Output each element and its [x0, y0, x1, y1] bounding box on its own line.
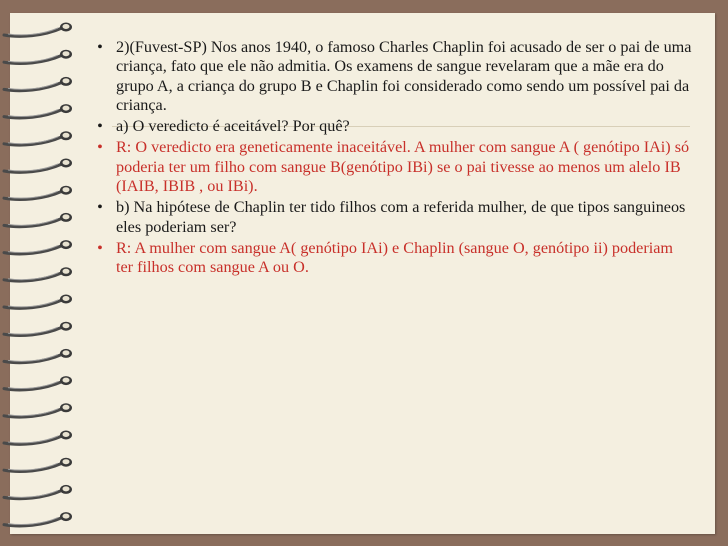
binding-ring [4, 159, 72, 173]
bullet-icon: • [97, 198, 103, 217]
question-part-a-text: a) O veredicto é aceitável? Por quê? [116, 117, 350, 136]
question-intro-text: 2)(Fuvest-SP) Nos anos 1940, o famoso Charles Chaplin foi acusado de ser o pai de uma criança, fato que ele não admitia. Os examens de sangue revelaram que a mãe era do grupo A, a criança do grupo B e Chaplin foi considerado como sendo um possível pai da criança. [116, 38, 692, 114]
question-part-b-text: b) Na hipótese de Chaplin ter tido filhos com a referida mulher, de que tipos sanguineos eles poderiam ser? [116, 198, 686, 236]
binding-ring [4, 485, 72, 499]
slide-content [88, 38, 694, 280]
binding-ring [4, 186, 72, 200]
binding-ring [4, 131, 72, 145]
bullet-icon: • [97, 138, 103, 157]
binding-ring [4, 213, 72, 227]
binding-ring [4, 77, 72, 91]
binding-ring [4, 295, 72, 309]
binding-ring [4, 431, 72, 445]
question-part-b-item [88, 198, 694, 237]
binding-ring [4, 458, 72, 472]
question-intro-item [88, 38, 694, 115]
bullet-icon: • [97, 117, 103, 136]
binding-ring [4, 50, 72, 64]
bullet-icon: • [97, 238, 103, 257]
bullet-icon: • [97, 38, 103, 56]
answer-b-item [88, 239, 694, 278]
binding-ring [4, 23, 72, 37]
binding-ring [4, 376, 72, 390]
question-part-a-item [88, 117, 694, 136]
answer-b-text: R: A mulher com sangue A( genótipo IAi) e Chaplin (sangue O, genótipo ii) poderiam ter filhos com sangue A ou O. [116, 238, 674, 277]
binding-ring [4, 512, 72, 526]
binding-ring [4, 240, 72, 254]
binding-ring [4, 322, 72, 336]
answer-a-item [88, 138, 694, 196]
spiral-binding-icon [0, 0, 80, 546]
binding-ring [4, 349, 72, 363]
binding-ring [4, 267, 72, 281]
answer-a-text: R: O veredicto era geneticamente inaceitável. A mulher com sangue A ( genótipo IAi) só poderia ter um filho com sangue B(genótipo IBi) se o pai tivesse ao menos um alelo IB (IAIB, IBIB , ou IBi). [116, 138, 690, 196]
binding-ring [4, 403, 72, 417]
binding-ring [4, 104, 72, 118]
